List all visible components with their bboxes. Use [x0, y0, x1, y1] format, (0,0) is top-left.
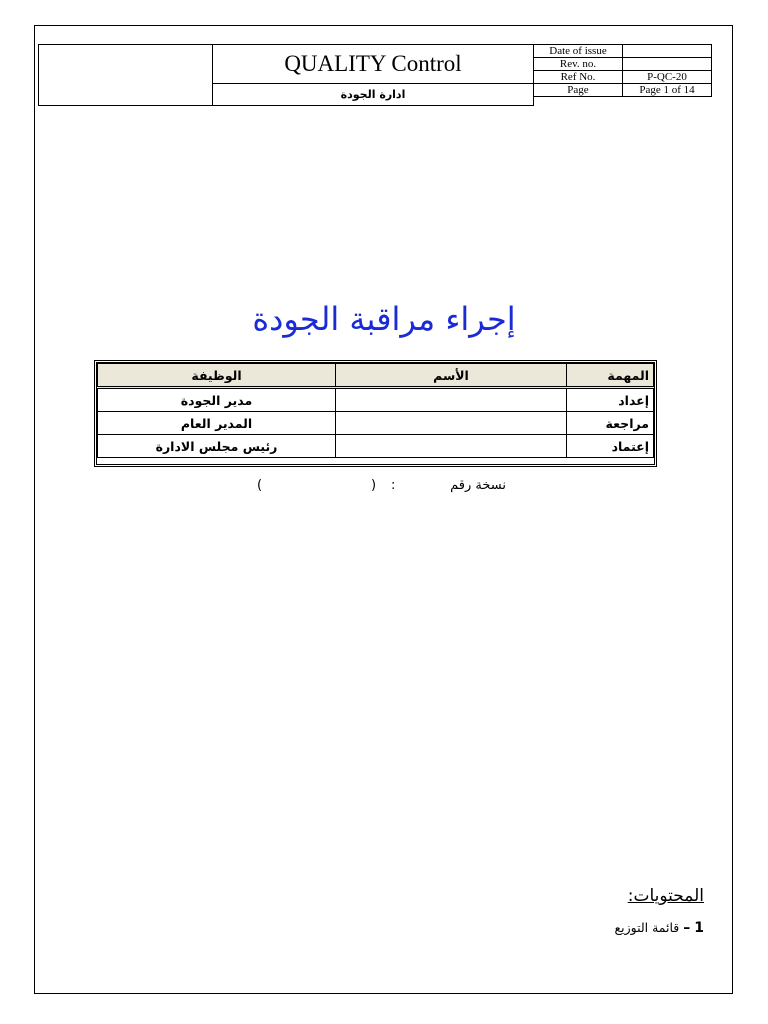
- meta-key: Date of issue: [534, 45, 623, 58]
- contents-item-number: 1: [694, 920, 704, 936]
- header-task: المهمة: [567, 364, 654, 388]
- header-name: الأسم: [336, 364, 567, 388]
- meta-value: P-QC-20: [623, 71, 712, 84]
- table-row: [98, 412, 654, 435]
- row-name: [336, 388, 567, 412]
- contents-heading: المحتويات:: [627, 886, 704, 906]
- row-position: المدير العام: [98, 412, 336, 435]
- header-title: QUALITY Control: [212, 44, 534, 84]
- row-name: [336, 435, 567, 458]
- meta-row-rev: [534, 58, 712, 71]
- row-task: مراجعة: [567, 412, 654, 435]
- copy-number-label: نسخة رقم: [450, 478, 506, 493]
- contents-item-dash: –: [683, 920, 691, 936]
- signoff-header-row: [98, 364, 654, 388]
- header-department: ادارة الجودة: [212, 83, 534, 106]
- copy-number-open-paren: (: [371, 478, 377, 493]
- meta-value: Page 1 of 14: [623, 84, 712, 97]
- page-border: [34, 25, 733, 994]
- meta-row-date: [534, 45, 712, 58]
- row-task: إعتماد: [567, 435, 654, 458]
- meta-row-page: [534, 84, 712, 97]
- row-position: مدير الجودة: [98, 388, 336, 412]
- meta-key: Page: [534, 84, 623, 97]
- document-title: إجراء مراقبة الجودة: [252, 300, 516, 338]
- logo-cell: [38, 44, 213, 106]
- meta-key: Rev. no.: [534, 58, 623, 71]
- meta-row-ref: [534, 71, 712, 84]
- meta-value: [623, 58, 712, 71]
- contents-item-label: قائمة التوزيع: [614, 920, 680, 935]
- signoff-table: [97, 363, 654, 458]
- meta-key: Ref No.: [534, 71, 623, 84]
- row-position: رئيس مجلس الادارة: [98, 435, 336, 458]
- row-name: [336, 412, 567, 435]
- meta-value: [623, 45, 712, 58]
- table-row: [98, 388, 654, 412]
- header-meta-table: [533, 44, 712, 97]
- table-row: [98, 435, 654, 458]
- copy-number-close-paren: ): [257, 478, 263, 493]
- copy-number-colon: :: [391, 478, 396, 493]
- header-position: الوظيفة: [98, 364, 336, 388]
- contents-item: [614, 920, 704, 936]
- row-task: إعداد: [567, 388, 654, 412]
